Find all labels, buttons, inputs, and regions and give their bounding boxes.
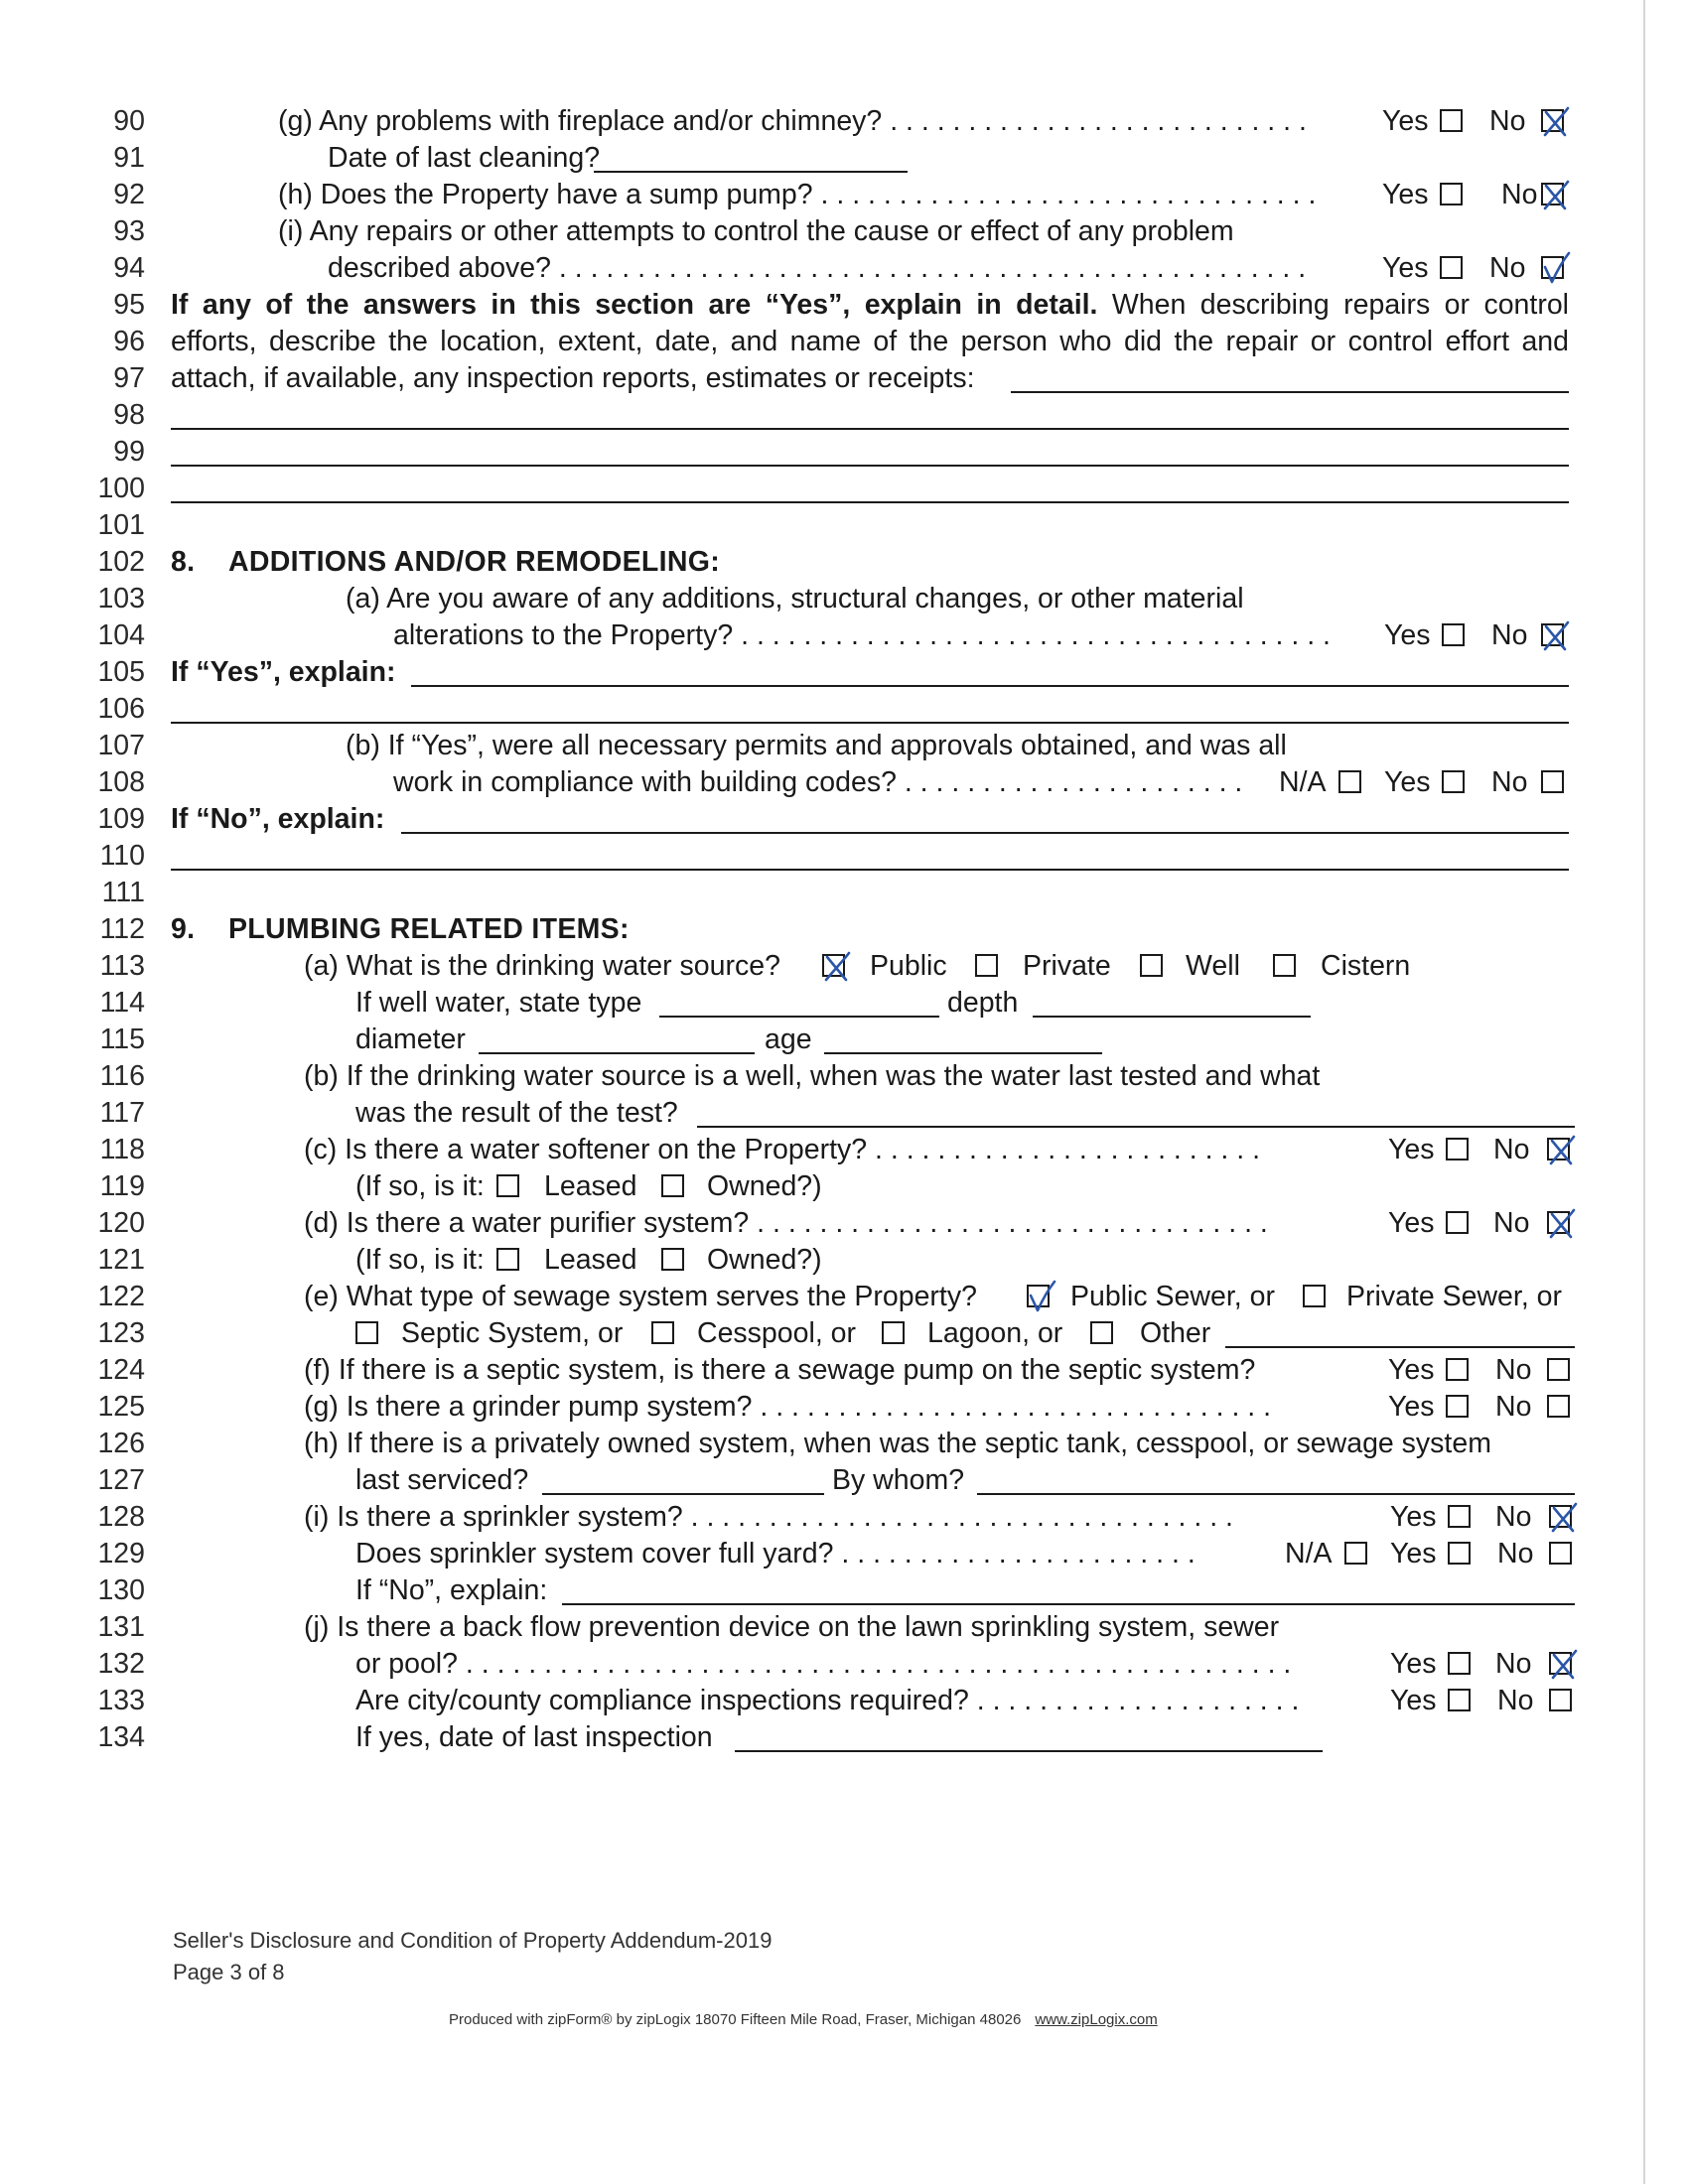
sewage-pump-no-checkbox[interactable] <box>1547 1358 1570 1381</box>
no-label: No <box>1495 1501 1532 1533</box>
yes-label: Yes <box>1382 252 1429 284</box>
compliance-no-checkbox[interactable] <box>1549 1689 1572 1711</box>
question-additions: (a) Are you aware of any additions, structural changes, or other material <box>346 583 1244 614</box>
form-line-121 <box>0 1242 1688 1279</box>
form-line-134 <box>0 1719 1688 1756</box>
explain-field-line-3[interactable] <box>171 465 1569 467</box>
coverage-no-checkbox[interactable] <box>1549 1542 1572 1565</box>
form-line-127 <box>0 1462 1688 1499</box>
form-line-94 <box>0 250 1688 287</box>
line-number: 99 <box>113 436 145 468</box>
back-flow-no-checkbox[interactable] <box>1549 1652 1572 1675</box>
softener-owned-label: Owned?) <box>707 1170 822 1202</box>
well-age-field[interactable] <box>824 1052 1102 1054</box>
sewage-other-field[interactable] <box>1225 1346 1575 1348</box>
form-line-128 <box>0 1499 1688 1536</box>
form-line-129 <box>0 1536 1688 1572</box>
form-line-119 <box>0 1168 1688 1205</box>
question-or-pool: or pool? . . . . . . . . . . . . . . . . . . . . . . . . . . . . . . . . . . . . . . . . . . . . . . . . . . . . . <box>355 1648 1292 1680</box>
line-number: 117 <box>99 1097 145 1129</box>
line-number: 116 <box>99 1060 145 1092</box>
form-line-98 <box>0 397 1688 434</box>
option-public: Public <box>870 950 947 982</box>
sump-pump-no-checkbox[interactable] <box>1541 183 1564 205</box>
softener-yes-checkbox[interactable] <box>1446 1138 1469 1160</box>
form-line-90 <box>0 103 1688 140</box>
option-public-sewer: Public Sewer, or <box>1070 1281 1275 1312</box>
question-repairs-control: (i) Any repairs or other attempts to control the cause or effect of any problem <box>278 215 1234 247</box>
compliance-yes-checkbox[interactable] <box>1448 1689 1471 1711</box>
purifier-owned-label: Owned?) <box>707 1244 822 1276</box>
x-mark-icon <box>1538 176 1574 213</box>
last-inspection-field[interactable] <box>735 1750 1323 1752</box>
line-number: 126 <box>97 1428 145 1459</box>
yes-label: Yes <box>1390 1538 1437 1570</box>
explain-field-line-4[interactable] <box>171 501 1569 503</box>
form-line-97 <box>0 360 1688 397</box>
line-number: 108 <box>97 766 145 798</box>
fireplace-no-checkbox[interactable] <box>1541 109 1564 132</box>
permits-no-checkbox[interactable] <box>1541 770 1564 793</box>
form-line-113 <box>0 948 1688 985</box>
repairs-yes-checkbox[interactable] <box>1440 256 1463 279</box>
question-compliance-inspections: Are city/county compliance inspections required? . . . . . . . . . . . . . . . . . . . . . <box>355 1685 1300 1716</box>
section-8-number: 8. <box>171 546 196 578</box>
water-well-checkbox[interactable] <box>1140 954 1163 977</box>
sprinkler-no-checkbox[interactable] <box>1549 1505 1572 1528</box>
question-sewage-system: (e) What type of sewage system serves the Property? <box>304 1281 977 1312</box>
line-number: 123 <box>97 1317 145 1349</box>
no-label: No <box>1501 179 1538 210</box>
na-label: N/A <box>1285 1538 1333 1570</box>
explain-instructions-cont: efforts, describe the location, extent, date, and name of the person who did the repair or control effort and <box>171 326 1569 357</box>
page-number: Page 3 of 8 <box>173 1960 285 1984</box>
by-whom-label: By whom? <box>832 1464 965 1496</box>
well-type-label: If well water, state type <box>355 987 642 1019</box>
question-grinder-pump: (g) Is there a grinder pump system? . . . . . . . . . . . . . . . . . . . . . . . . . . . . . . . . . <box>304 1391 1272 1423</box>
water-private-checkbox[interactable] <box>975 954 998 977</box>
no-label: No <box>1491 766 1528 798</box>
x-mark-icon <box>1538 102 1574 140</box>
form-line-100 <box>0 471 1688 507</box>
test-result-field[interactable] <box>697 1126 1575 1128</box>
yes-label: Yes <box>1388 1354 1435 1386</box>
line-number: 128 <box>97 1501 145 1533</box>
line-number: 94 <box>113 252 145 284</box>
form-line-101 <box>0 507 1688 544</box>
question-building-codes: work in compliance with building codes? . . . . . . . . . . . . . . . . . . . . . . <box>393 766 1243 798</box>
form-line-118 <box>0 1132 1688 1168</box>
form-line-110 <box>0 838 1688 875</box>
softener-ownership-label: (If so, is it: <box>355 1170 485 1202</box>
sewage-cesspool-checkbox[interactable] <box>651 1321 674 1344</box>
line-number: 113 <box>99 950 145 982</box>
form-line-104 <box>0 617 1688 654</box>
back-flow-yes-checkbox[interactable] <box>1448 1652 1471 1675</box>
yes-label: Yes <box>1388 1207 1435 1239</box>
line-number: 97 <box>113 362 145 394</box>
purifier-owned-checkbox[interactable] <box>661 1248 684 1271</box>
permits-explain-field-2[interactable] <box>171 869 1569 871</box>
line-number: 114 <box>99 987 145 1019</box>
water-public-checkbox[interactable] <box>822 954 845 977</box>
softener-leased-checkbox[interactable] <box>496 1174 519 1197</box>
no-label: No <box>1493 1207 1530 1239</box>
line-number: 131 <box>97 1611 145 1643</box>
explain-field-line-2[interactable] <box>171 428 1569 430</box>
form-line-91 <box>0 140 1688 177</box>
well-type-field[interactable] <box>659 1016 939 1018</box>
line-number: 130 <box>97 1574 145 1606</box>
if-yes-explain-label: If “Yes”, explain: <box>171 656 396 688</box>
last-serviced-label: last serviced? <box>355 1464 529 1496</box>
additions-yes-checkbox[interactable] <box>1442 623 1465 646</box>
section-8-title: ADDITIONS AND/OR REMODELING: <box>228 546 721 578</box>
form-line-115 <box>0 1022 1688 1058</box>
line-number: 134 <box>97 1721 145 1753</box>
yes-label: Yes <box>1384 619 1431 651</box>
fireplace-yes-checkbox[interactable] <box>1440 109 1463 132</box>
question-water-purifier: (d) Is there a water purifier system? . . . . . . . . . . . . . . . . . . . . . . . . . . . . . . . . . <box>304 1207 1268 1239</box>
form-line-105 <box>0 654 1688 691</box>
question-back-flow: (j) Is there a back flow prevention device on the lawn sprinkling system, sewer <box>304 1611 1280 1643</box>
na-label: N/A <box>1279 766 1327 798</box>
sewage-lagoon-checkbox[interactable] <box>882 1321 905 1344</box>
softener-no-checkbox[interactable] <box>1547 1138 1570 1160</box>
yes-label: Yes <box>1390 1648 1437 1680</box>
form-line-131 <box>0 1609 1688 1646</box>
line-number: 127 <box>97 1464 145 1496</box>
form-line-114 <box>0 985 1688 1022</box>
well-depth-label: depth <box>947 987 1019 1019</box>
sewage-public-checkbox[interactable] <box>1027 1285 1050 1307</box>
option-private-sewer: Private Sewer, or <box>1346 1281 1563 1312</box>
line-number: 129 <box>97 1538 145 1570</box>
coverage-na-checkbox[interactable] <box>1344 1542 1367 1565</box>
option-private: Private <box>1023 950 1111 982</box>
coverage-explain-label: If “No”, explain: <box>355 1574 548 1606</box>
water-cistern-checkbox[interactable] <box>1273 954 1296 977</box>
last-inspection-label: If yes, date of last inspection <box>355 1721 713 1753</box>
line-number: 115 <box>99 1024 145 1055</box>
yes-label: Yes <box>1390 1501 1437 1533</box>
option-well: Well <box>1186 950 1240 982</box>
last-serviced-field[interactable] <box>542 1493 824 1495</box>
coverage-yes-checkbox[interactable] <box>1448 1542 1471 1565</box>
form-title-footer: Seller's Disclosure and Condition of Property Addendum-2019 <box>173 1928 773 1953</box>
line-number: 103 <box>97 583 145 614</box>
explain-instructions-bold: If any of the answers in this section are “Yes”, explain in detail. <box>171 289 1098 321</box>
sewage-other-checkbox[interactable] <box>1090 1321 1113 1344</box>
last-cleaning-field[interactable] <box>594 171 908 173</box>
form-line-123 <box>0 1315 1688 1352</box>
softener-owned-checkbox[interactable] <box>661 1174 684 1197</box>
explain-instructions-attach: attach, if available, any inspection reports, estimates or receipts: <box>171 362 975 394</box>
grinder-yes-checkbox[interactable] <box>1446 1395 1469 1418</box>
permits-explain-field[interactable] <box>401 832 1569 834</box>
line-number: 98 <box>113 399 145 431</box>
line-number: 95 <box>113 289 145 321</box>
no-label: No <box>1491 619 1528 651</box>
question-last-cleaning: Date of last cleaning? <box>328 142 601 174</box>
form-line-106 <box>0 691 1688 728</box>
section-9-number: 9. <box>171 913 196 945</box>
permits-na-checkbox[interactable] <box>1338 770 1361 793</box>
purifier-leased-label: Leased <box>544 1244 637 1276</box>
option-cesspool: Cesspool, or <box>697 1317 856 1349</box>
option-lagoon: Lagoon, or <box>927 1317 1063 1349</box>
producer-footer <box>449 2011 1158 2028</box>
producer-link[interactable]: www.zipLogix.com <box>1035 2011 1158 2028</box>
form-line-96 <box>0 324 1688 360</box>
line-number: 112 <box>99 913 145 945</box>
question-sump-pump: (h) Does the Property have a sump pump? . . . . . . . . . . . . . . . . . . . . . . . . . . . . . . . . <box>278 179 1317 210</box>
yes-label: Yes <box>1382 179 1429 210</box>
form-line-103 <box>0 581 1688 617</box>
form-line-112 <box>0 911 1688 948</box>
x-mark-icon <box>1546 1645 1582 1683</box>
x-mark-icon <box>1546 1498 1582 1536</box>
form-line-116 <box>0 1058 1688 1095</box>
additions-no-checkbox[interactable] <box>1541 623 1564 646</box>
line-number: 111 <box>101 877 145 908</box>
purifier-yes-checkbox[interactable] <box>1446 1211 1469 1234</box>
sewage-pump-yes-checkbox[interactable] <box>1446 1358 1469 1381</box>
section-9-title: PLUMBING RELATED ITEMS: <box>228 913 630 945</box>
form-line-130 <box>0 1572 1688 1609</box>
question-fireplace-chimney: (g) Any problems with fireplace and/or chimney? . . . . . . . . . . . . . . . . . . . . . . . . . . . <box>278 105 1307 137</box>
form-line-125 <box>0 1389 1688 1426</box>
form-line-93 <box>0 213 1688 250</box>
line-number: 93 <box>113 215 145 247</box>
line-number: 105 <box>97 656 145 688</box>
line-number: 104 <box>97 619 145 651</box>
question-private-system-serviced: (h) If there is a privately owned system, when was the septic tank, cesspool, or sewage system <box>304 1428 1491 1459</box>
question-sewage-pump: (f) If there is a septic system, is there a sewage pump on the septic system? <box>304 1354 1256 1386</box>
line-number: 122 <box>97 1281 145 1312</box>
yes-label: Yes <box>1382 105 1429 137</box>
yes-label: Yes <box>1388 1134 1435 1165</box>
well-diameter-label: diameter <box>355 1024 466 1055</box>
sewage-septic-checkbox[interactable] <box>355 1321 378 1344</box>
x-mark-icon <box>1544 1204 1580 1242</box>
additions-explain-field[interactable] <box>411 685 1569 687</box>
question-water-source: (a) What is the drinking water source? <box>304 950 780 982</box>
line-number: 100 <box>97 473 145 504</box>
grinder-no-checkbox[interactable] <box>1547 1395 1570 1418</box>
line-number: 121 <box>97 1244 145 1276</box>
explain-instructions-rest: When describing repairs or control <box>1111 289 1569 321</box>
option-other: Other <box>1140 1317 1211 1349</box>
form-line-132 <box>0 1646 1688 1683</box>
coverage-explain-field[interactable] <box>562 1603 1575 1605</box>
softener-leased-label: Leased <box>544 1170 637 1202</box>
repairs-no-checkbox[interactable] <box>1541 256 1564 279</box>
sump-pump-yes-checkbox[interactable] <box>1440 183 1463 205</box>
question-sprinkler: (i) Is there a sprinkler system? . . . . . . . . . . . . . . . . . . . . . . . . . . . . . . . . . . . <box>304 1501 1233 1533</box>
option-cistern: Cistern <box>1321 950 1411 982</box>
form-line-117 <box>0 1095 1688 1132</box>
additions-explain-field-2[interactable] <box>171 722 1569 724</box>
check-mark-icon <box>1538 249 1574 287</box>
question-permits: (b) If “Yes”, were all necessary permits and approvals obtained, and was all <box>346 730 1287 761</box>
form-line-109 <box>0 801 1688 838</box>
well-depth-field[interactable] <box>1033 1016 1311 1018</box>
no-label: No <box>1493 1134 1530 1165</box>
line-number: 102 <box>97 546 145 578</box>
no-label: No <box>1497 1538 1534 1570</box>
well-diameter-field[interactable] <box>479 1052 755 1054</box>
explain-field-line-1[interactable] <box>1011 391 1569 393</box>
form-line-126 <box>0 1426 1688 1462</box>
line-number: 120 <box>97 1207 145 1239</box>
producer-text: Produced with zipForm® by zipLogix 18070 Fifteen Mile Road, Fraser, Michigan 48026 <box>449 2011 1022 2028</box>
purifier-no-checkbox[interactable] <box>1547 1211 1570 1234</box>
form-line-120 <box>0 1205 1688 1242</box>
question-sprinkler-coverage: Does sprinkler system cover full yard? . . . . . . . . . . . . . . . . . . . . . . . <box>355 1538 1196 1570</box>
question-described-above: described above? . . . . . . . . . . . . . . . . . . . . . . . . . . . . . . . . . . . . . . . . . . . . . . . . <box>328 252 1307 284</box>
x-mark-icon <box>1538 616 1574 654</box>
line-number: 106 <box>97 693 145 725</box>
line-number: 119 <box>99 1170 145 1202</box>
yes-label: Yes <box>1388 1391 1435 1423</box>
question-test-result: was the result of the test? <box>355 1097 678 1129</box>
line-number: 132 <box>97 1648 145 1680</box>
form-line-92 <box>0 177 1688 213</box>
x-mark-icon <box>1544 1131 1580 1168</box>
purifier-leased-checkbox[interactable] <box>496 1248 519 1271</box>
line-number: 101 <box>97 509 145 541</box>
line-number: 125 <box>97 1391 145 1423</box>
form-line-102 <box>0 544 1688 581</box>
purifier-ownership-label: (If so, is it: <box>355 1244 485 1276</box>
option-septic: Septic System, or <box>401 1317 624 1349</box>
line-number: 107 <box>97 730 145 761</box>
sprinkler-yes-checkbox[interactable] <box>1448 1505 1471 1528</box>
form-line-99 <box>0 434 1688 471</box>
form-line-111 <box>0 875 1688 911</box>
permits-yes-checkbox[interactable] <box>1442 770 1465 793</box>
question-well-tested: (b) If the drinking water source is a well, when was the water last tested and what <box>304 1060 1321 1092</box>
form-line-124 <box>0 1352 1688 1389</box>
line-number: 109 <box>97 803 145 835</box>
line-number: 110 <box>99 840 145 872</box>
no-label: No <box>1495 1354 1532 1386</box>
question-alterations: alterations to the Property? . . . . . . . . . . . . . . . . . . . . . . . . . . . . . . . . . . . . . . <box>393 619 1331 651</box>
line-number: 118 <box>99 1134 145 1165</box>
explain-instructions <box>171 287 1569 324</box>
no-label: No <box>1489 252 1526 284</box>
question-water-softener: (c) Is there a water softener on the Property? . . . . . . . . . . . . . . . . . . . . . . . . . <box>304 1134 1261 1165</box>
if-no-explain-label: If “No”, explain: <box>171 803 385 835</box>
check-mark-icon <box>1024 1278 1059 1315</box>
form-line-122 <box>0 1279 1688 1315</box>
line-number: 133 <box>97 1685 145 1716</box>
yes-label: Yes <box>1390 1685 1437 1716</box>
sewage-private-checkbox[interactable] <box>1303 1285 1326 1307</box>
line-number: 124 <box>97 1354 145 1386</box>
line-number: 91 <box>113 142 145 174</box>
form-line-95 <box>0 287 1688 324</box>
line-number: 96 <box>113 326 145 357</box>
form-line-133 <box>0 1683 1688 1719</box>
by-whom-field[interactable] <box>977 1493 1575 1495</box>
no-label: No <box>1495 1391 1532 1423</box>
no-label: No <box>1497 1685 1534 1716</box>
no-label: No <box>1495 1648 1532 1680</box>
yes-label: Yes <box>1384 766 1431 798</box>
form-line-107 <box>0 728 1688 764</box>
well-age-label: age <box>765 1024 812 1055</box>
x-mark-icon <box>819 947 855 985</box>
line-number: 90 <box>113 105 145 137</box>
line-number: 92 <box>113 179 145 210</box>
form-line-108 <box>0 764 1688 801</box>
no-label: No <box>1489 105 1526 137</box>
